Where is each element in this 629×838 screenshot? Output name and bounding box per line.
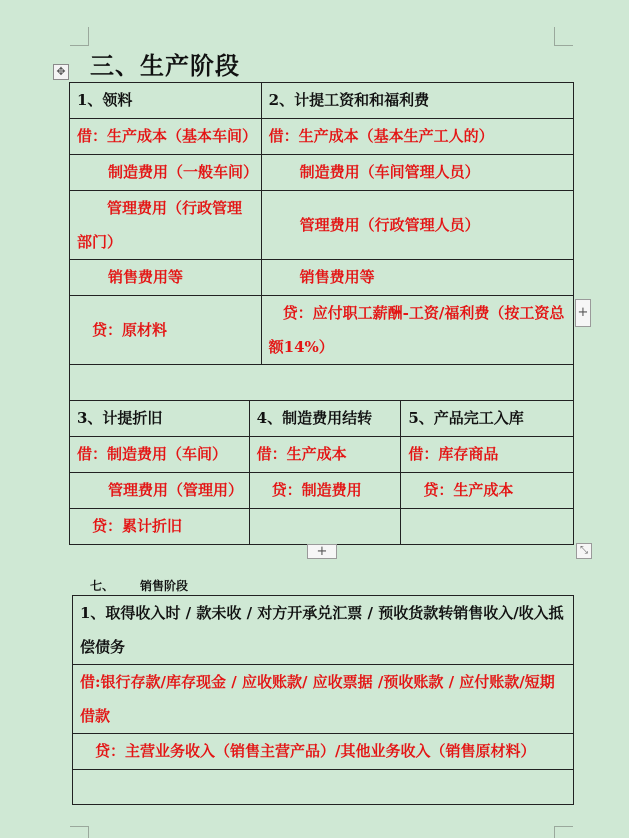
table-cell[interactable]: 借：生产成本（基本生产工人的） xyxy=(261,119,573,155)
table-cell-empty[interactable] xyxy=(73,770,574,805)
table-cell[interactable]: 贷：原材料 xyxy=(70,296,262,365)
table-row xyxy=(73,665,574,734)
table-cell[interactable]: 贷：制造费用 xyxy=(249,473,401,509)
table-cell[interactable]: 借：库存商品 xyxy=(401,437,574,473)
table-row xyxy=(70,365,574,401)
table-cell[interactable]: 制造费用（一般车间） xyxy=(70,155,262,191)
table-cell[interactable]: 贷：主营业务收入（销售主营产品）/其他业务收入（销售原材料） xyxy=(73,734,574,770)
crop-mark-bottom-left xyxy=(70,826,89,838)
add-row-plus-icon[interactable]: + xyxy=(307,544,337,559)
table-cell[interactable]: 销售费用等 xyxy=(70,260,262,296)
table-row xyxy=(70,509,574,545)
table-row xyxy=(70,437,574,473)
table-row xyxy=(70,260,574,296)
table-row xyxy=(70,473,574,509)
table-cell[interactable]: 1、取得收入时 / 款未收 / 对方开承兑汇票 / 预收货款转销售收入/收入抵偿债务 xyxy=(73,596,574,665)
table-cell[interactable]: 销售费用等 xyxy=(261,260,573,296)
crop-mark-bottom-right xyxy=(554,826,573,838)
sales-table xyxy=(72,595,574,805)
section-title: 三、生产阶段 xyxy=(90,51,240,80)
table-cell[interactable]: 借：制造费用（车间） xyxy=(70,437,250,473)
crop-mark-top-left xyxy=(70,27,89,46)
table-cell[interactable]: 3、计提折旧 xyxy=(70,401,250,437)
table-cell[interactable] xyxy=(249,509,401,545)
table-row xyxy=(73,770,574,805)
table-cell[interactable]: 贷：应付职工薪酬-工资/福利费（按工资总额14%） xyxy=(261,296,573,365)
table-row xyxy=(70,155,574,191)
table-cell-empty[interactable] xyxy=(70,365,574,401)
crop-mark-top-right xyxy=(554,27,573,46)
table-cell[interactable]: 借:银行存款/库存现金 / 应收账款/ 应收票据 /预收账款 / 应付账款/短期借款 xyxy=(73,665,574,734)
table-row xyxy=(73,596,574,665)
add-column-plus-icon[interactable]: + xyxy=(575,299,591,327)
subsection-label: 销售阶段 xyxy=(140,579,189,593)
table-cell[interactable] xyxy=(401,509,574,545)
table-cell[interactable]: 借：生产成本 xyxy=(249,437,401,473)
production-table-2 xyxy=(69,400,574,545)
table-move-icon[interactable]: ✥ xyxy=(53,64,69,80)
table-cell[interactable]: 借：生产成本（基本车间） xyxy=(70,119,262,155)
production-table xyxy=(69,82,574,401)
table-cell[interactable]: 管理费用（管理用） xyxy=(70,473,250,509)
table-resize-icon[interactable]: ⤡ xyxy=(576,543,592,559)
table-row xyxy=(73,734,574,770)
table-cell[interactable]: 4、制造费用结转 xyxy=(249,401,401,437)
table-row xyxy=(70,191,574,260)
table-cell[interactable]: 1、领料 xyxy=(70,83,262,119)
subsection-title xyxy=(90,577,188,594)
table-cell[interactable]: 管理费用（行政管理部门） xyxy=(70,191,262,260)
table-cell[interactable]: 5、产品完工入库 xyxy=(401,401,574,437)
table-row xyxy=(70,296,574,365)
table-cell[interactable]: 贷：累计折旧 xyxy=(70,509,250,545)
table-row xyxy=(70,401,574,437)
table-cell[interactable]: 管理费用（行政管理人员） xyxy=(261,191,573,260)
table-cell[interactable]: 制造费用（车间管理人员） xyxy=(261,155,573,191)
table-cell[interactable]: 贷：生产成本 xyxy=(401,473,574,509)
subsection-number: 七、 xyxy=(90,579,115,593)
table-cell[interactable]: 2、计提工资和和福利费 xyxy=(261,83,573,119)
table-row xyxy=(70,119,574,155)
table-row xyxy=(70,83,574,119)
